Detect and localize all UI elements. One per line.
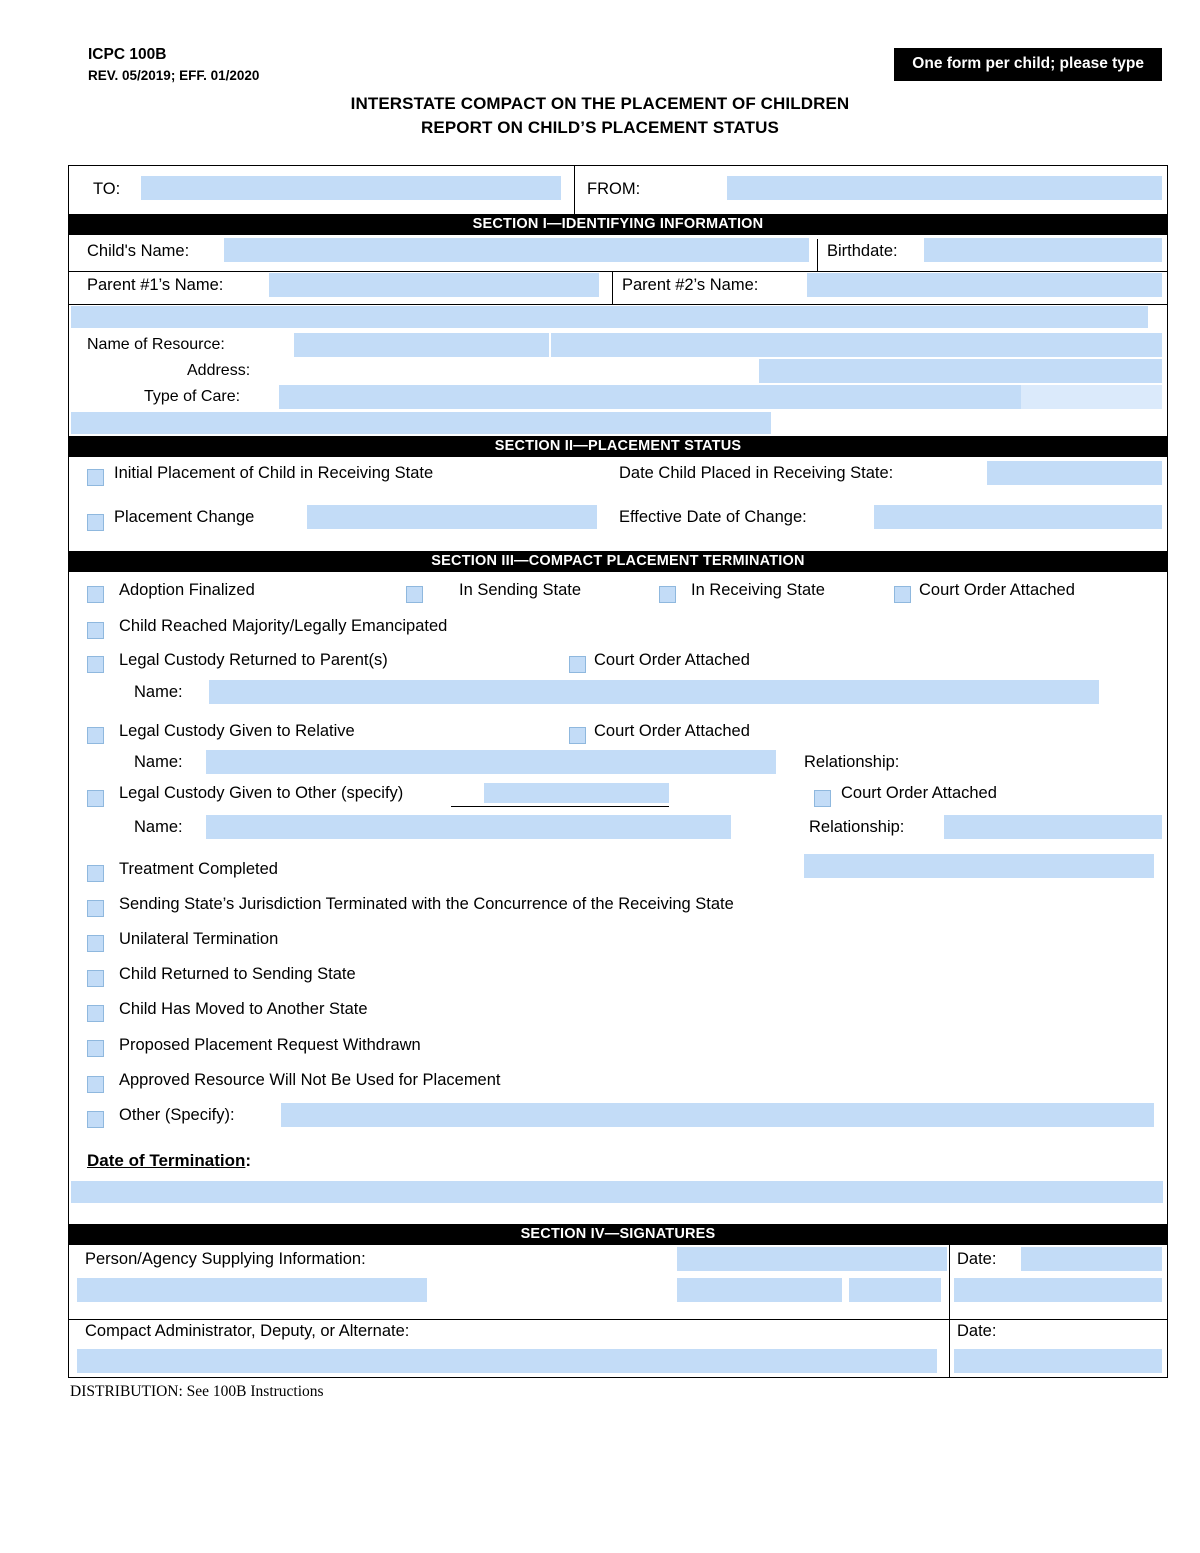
checkbox-custody-relative[interactable]	[87, 727, 104, 744]
type-of-care-label: Type of Care:	[144, 388, 241, 405]
court-order-attached-adoption-label: Court Order Attached	[919, 581, 1075, 599]
to-input[interactable]	[141, 176, 561, 200]
checkbox-adoption-finalized[interactable]	[87, 586, 104, 603]
initial-placement-label: Initial Placement of Child in Receiving State	[114, 464, 434, 482]
date1-extra-input[interactable]	[954, 1278, 1162, 1302]
child-name-input[interactable]	[224, 238, 809, 262]
custody-other-relationship-label: Relationship:	[809, 818, 905, 836]
checkbox-initial-placement[interactable]	[87, 469, 104, 486]
type-of-care-overflow-input[interactable]	[71, 412, 771, 434]
resource-name-input[interactable]	[294, 333, 549, 357]
custody-parents-name-label: Name:	[134, 683, 183, 701]
date1-label: Date:	[957, 1250, 997, 1268]
parent-overflow-input[interactable]	[71, 306, 1148, 328]
custody-other-name-input[interactable]	[206, 815, 731, 839]
divider-1	[69, 271, 1167, 272]
person-agency-extra3-input[interactable]	[849, 1278, 941, 1302]
custody-relative-name-input[interactable]	[206, 750, 776, 774]
section-1-bar: SECTION I—IDENTIFYING INFORMATION	[69, 214, 1167, 235]
court-order-attached-parents-label: Court Order Attached	[594, 651, 750, 669]
page-title	[0, 92, 1200, 140]
checkbox-jurisdiction-terminated[interactable]	[87, 900, 104, 917]
date-of-termination-text: Date of Termination	[87, 1151, 246, 1170]
in-receiving-state-label: In Receiving State	[691, 581, 825, 599]
other-specify-input[interactable]	[281, 1103, 1154, 1127]
compact-admin-label: Compact Administrator, Deputy, or Alternate:	[85, 1322, 410, 1340]
custody-relative-relationship-label: Relationship:	[804, 753, 900, 771]
custody-relative-label: Legal Custody Given to Relative	[119, 722, 355, 740]
form-revision: REV. 05/2019; EFF. 01/2020	[88, 68, 260, 84]
checkbox-custody-parents[interactable]	[87, 656, 104, 673]
date-of-termination-input[interactable]	[71, 1181, 1163, 1203]
form-id: ICPC 100B	[88, 46, 167, 63]
resource-not-used-label: Approved Resource Will Not Be Used for Placement	[119, 1071, 501, 1089]
court-order-attached-other-label: Court Order Attached	[841, 784, 997, 802]
type-of-care-input-cont[interactable]	[1021, 385, 1162, 409]
treatment-completed-label: Treatment Completed	[119, 860, 278, 878]
checkbox-unilateral-termination[interactable]	[87, 935, 104, 952]
person-agency-input[interactable]	[677, 1247, 947, 1271]
request-withdrawn-label: Proposed Placement Request Withdrawn	[119, 1036, 421, 1054]
jurisdiction-terminated-label: Sending State’s Jurisdiction Terminated with the Concurrence of the Receiving State	[119, 895, 734, 913]
checkbox-child-moved[interactable]	[87, 1005, 104, 1022]
custody-other-label: Legal Custody Given to Other (specify)	[119, 784, 404, 802]
address-input[interactable]	[759, 359, 1162, 383]
resource-name-label: Name of Resource:	[87, 336, 225, 353]
child-moved-label: Child Has Moved to Another State	[119, 1000, 368, 1018]
custody-other-specify-input[interactable]	[484, 783, 669, 803]
placement-change-input[interactable]	[307, 505, 597, 529]
person-agency-extra-input[interactable]	[77, 1278, 427, 1302]
child-name-label: Child's Name:	[87, 242, 190, 260]
one-form-per-child-banner: One form per child; please type	[894, 48, 1162, 81]
custody-parents-name-input[interactable]	[209, 680, 1099, 704]
child-birthdate-divider	[817, 239, 818, 271]
address-label: Address:	[187, 362, 251, 379]
section-2-bar: SECTION II—PLACEMENT STATUS	[69, 436, 1167, 457]
checkbox-child-majority[interactable]	[87, 622, 104, 639]
unilateral-termination-label: Unilateral Termination	[119, 930, 279, 948]
form-body	[68, 165, 1168, 1378]
signature-date-divider-1	[949, 1244, 950, 1319]
adoption-finalized-label: Adoption Finalized	[119, 581, 255, 599]
child-returned-label: Child Returned to Sending State	[119, 965, 356, 983]
date2-input[interactable]	[954, 1349, 1162, 1373]
divider-2	[69, 304, 1167, 305]
child-majority-label: Child Reached Majority/Legally Emancipated	[119, 617, 448, 635]
other-specify-label: Other (Specify):	[119, 1106, 235, 1124]
from-input[interactable]	[727, 176, 1162, 200]
checkbox-resource-not-used[interactable]	[87, 1076, 104, 1093]
checkbox-other-specify[interactable]	[87, 1111, 104, 1128]
checkbox-court-order-attached-adoption[interactable]	[894, 586, 911, 603]
custody-parents-label: Legal Custody Returned to Parent(s)	[119, 651, 388, 669]
checkbox-in-receiving-state[interactable]	[659, 586, 676, 603]
checkbox-placement-change[interactable]	[87, 514, 104, 531]
treatment-completed-input[interactable]	[804, 854, 1154, 878]
type-of-care-input[interactable]	[279, 385, 1021, 409]
compact-admin-input[interactable]	[77, 1349, 937, 1373]
date1-input[interactable]	[1021, 1247, 1162, 1271]
effective-date-input[interactable]	[874, 505, 1162, 529]
date-placed-input[interactable]	[987, 461, 1162, 485]
custody-other-specify-rule	[451, 806, 669, 807]
parent1-label: Parent #1’s Name:	[87, 276, 224, 294]
date2-label: Date:	[957, 1322, 997, 1340]
title-line-2: REPORT ON CHILD’S PLACEMENT STATUS	[421, 118, 779, 138]
parent2-label: Parent #2’s Name:	[622, 276, 759, 294]
divider-signatures	[69, 1319, 1167, 1320]
checkbox-court-order-attached-relative[interactable]	[569, 727, 586, 744]
distribution-note: DISTRIBUTION: See 100B Instructions	[70, 1383, 324, 1400]
section-3-bar: SECTION III—COMPACT PLACEMENT TERMINATION	[69, 551, 1167, 572]
section-4-bar: SECTION IV—SIGNATURES	[69, 1224, 1167, 1245]
checkbox-custody-other[interactable]	[87, 790, 104, 807]
custody-other-relationship-input[interactable]	[944, 815, 1162, 839]
parent-divider	[612, 272, 613, 304]
date-of-termination-colon: :	[245, 1151, 252, 1170]
court-order-attached-relative-label: Court Order Attached	[594, 722, 750, 740]
date-of-termination-label	[87, 1151, 251, 1171]
checkbox-request-withdrawn[interactable]	[87, 1040, 104, 1057]
placement-change-label: Placement Change	[114, 508, 255, 526]
birthdate-input[interactable]	[924, 238, 1162, 262]
date-placed-label: Date Child Placed in Receiving State:	[619, 464, 894, 482]
effective-date-label: Effective Date of Change:	[619, 508, 807, 526]
person-agency-label: Person/Agency Supplying Information:	[85, 1250, 366, 1268]
custody-other-name-label: Name:	[134, 818, 183, 836]
custody-relative-name-label: Name:	[134, 753, 183, 771]
resource-name-input-cont[interactable]	[551, 333, 1162, 357]
checkbox-court-order-attached-parents[interactable]	[569, 656, 586, 673]
checkbox-child-returned[interactable]	[87, 970, 104, 987]
in-sending-state-label: In Sending State	[459, 581, 582, 599]
parent2-input[interactable]	[807, 273, 1162, 297]
checkbox-treatment-completed[interactable]	[87, 865, 104, 882]
checkbox-in-sending-state[interactable]	[406, 586, 423, 603]
title-line-1: INTERSTATE COMPACT ON THE PLACEMENT OF CHILDREN	[350, 94, 850, 113]
signature-date-divider-2	[949, 1319, 950, 1377]
parent1-input[interactable]	[269, 273, 599, 297]
checkbox-court-order-attached-other[interactable]	[814, 790, 831, 807]
person-agency-extra2-input[interactable]	[677, 1278, 842, 1302]
birthdate-label: Birthdate:	[827, 242, 898, 260]
form-identifier	[88, 44, 259, 86]
to-label: TO:	[93, 180, 121, 198]
from-label: FROM:	[587, 180, 641, 198]
to-from-divider	[574, 166, 575, 214]
